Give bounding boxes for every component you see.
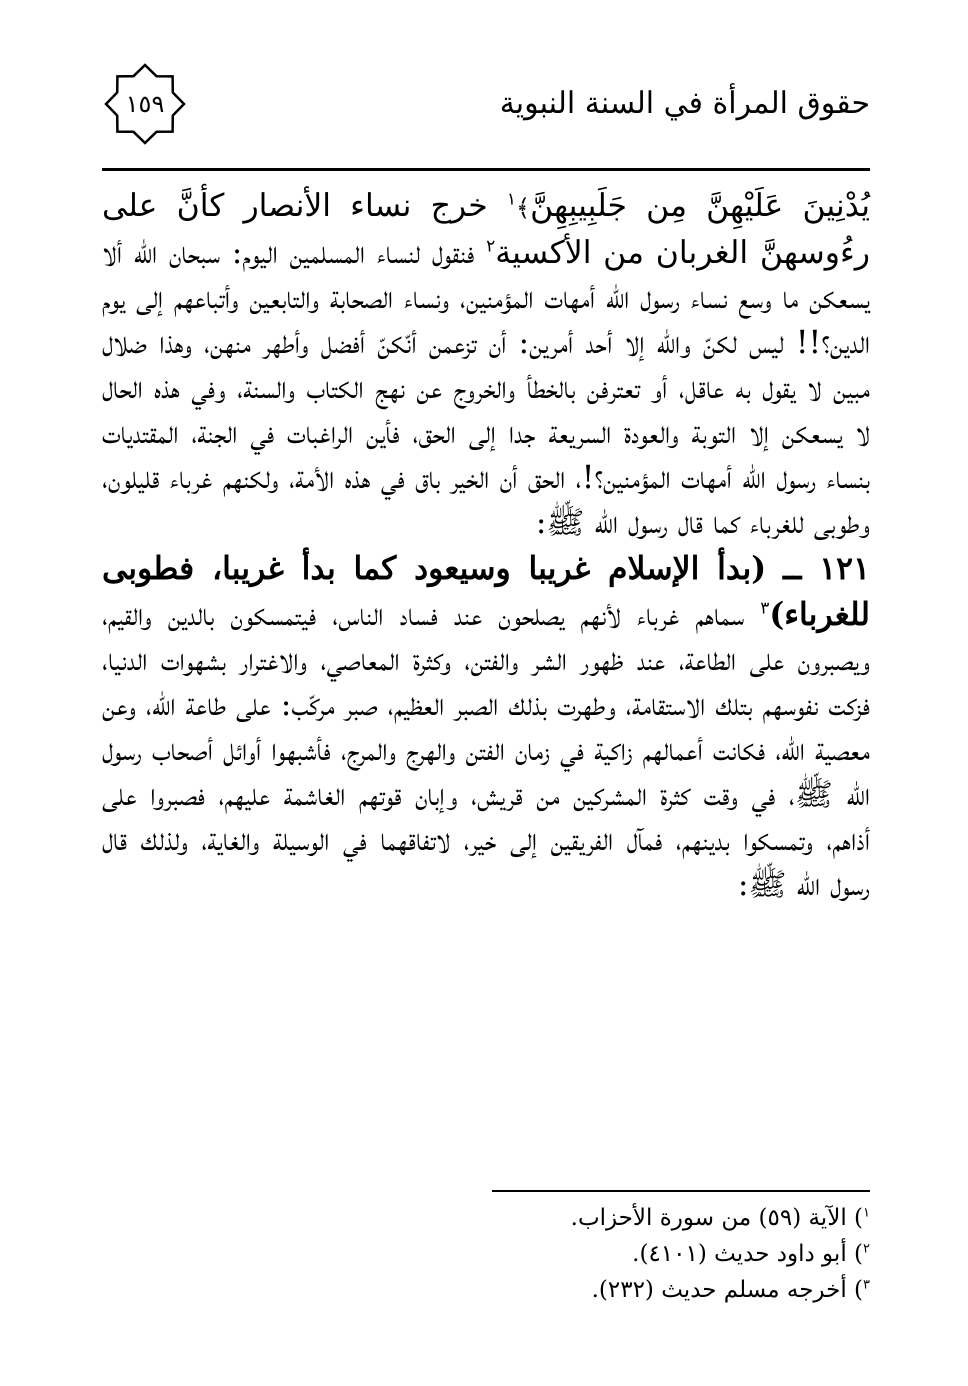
footnote-3-text: أخرجه مسلم حديث (٢٣٢). [591,1277,847,1303]
paragraph-1 [102,184,870,546]
paragraph-2-text: سماهم غرباء لأنهم يصلحون عند فساد الناس، فيتمسكون بالدين والقيم، ويصبرون على الطاعة، عند ظهور الشر والفتن، وكثرة المعاصي، والاغترار بشهوات الدنيا، فزكت نفوسهم بتلك الاستقامة، وطهرت بذلك الصبر العظيم، صبر مركّب: على طاعة الله، وعن معصية الله، فكانت أعمالهم زاكية في زمان الفتن والهرج والمرج، فأشبهوا أوائل أصحاب رسول الله ﷺ، في وقت كثرة المشركين من قريش، وإبان قوتهم الغاشمة عليهم، فصبروا على أذاهم، وتمسكوا بدينهم، فمآل الفريقين إلى خير، لاتفاقهما في الوسيلة والغاية، ولذلك قال رسول الله ﷺ: [102,597,870,903]
header-rule [102,168,870,171]
footnote-2-mark: ٢ [863,1241,870,1257]
footnote-2-text: أبو داود حديث (٤١٠١). [632,1241,847,1267]
hadith-text: (بدأ الإسلام غريبا وسيعود كما بدأ غريبا، فطوبى للغرباء) [102,550,871,633]
footnote-ref-1[interactable]: ١ [506,189,517,210]
footnote-2: $^٢$) أبو داود حديث (٤١٠١). [632,1241,870,1267]
paragraph-1-text-b: فنقول لنساء المسلمين اليوم: سبحان الله ألا يسعكن ما وسع نساء رسول الله أمهات المؤمنين، ونساء الصحابة والتابعين وأتباعهم إلى يوم الدين؟!! ليس لكنّ والله إلا أحد أمرين: أن تزعمن أنّكنّ أفضل وأطهر منهن، وهذا ضلال مبين لا يقول به عاقل، أو تعترفن بالخطأ والخروج عن نهج الكتاب والسنة، وفي هذه الحال لا يسعكن إلا التوبة والعودة السريعة جدا إلى الحق، فأين الراغبات في الجنة، المقتديات بنساء رسول الله أمهات المؤمنين؟!، الحق أن الخير باق في هذه الأمة، ولكنهم غرباء قليلون، وطوبى للغرباء كما قال رسول الله ﷺ: [102,235,870,541]
quran-close-bracket: ﴾ [516,194,531,222]
main-text [102,184,870,908]
footnotes [270,1200,870,1308]
page-number-badge [103,62,187,146]
footnote-1-text: الآية (٥٩) من سورة الأحزاب. [570,1205,847,1231]
quran-verse: يُدْنِينَ عَلَيْهِنَّ مِن جَلَبِيبِهِنَّ [530,188,870,224]
footnote-3-mark: ٣ [863,1277,870,1293]
footnote-1: $^١$) الآية (٥٩) من سورة الأحزاب. [570,1205,870,1231]
page-number: ١٥٩ [125,90,165,118]
paragraph-2 [102,546,870,908]
footnote-rule [492,1190,870,1192]
footnote-ref-3[interactable]: ٣ [760,598,770,619]
paragraph-1-text-a: خرج نساء الأنصار كأنَّ على رءُوسهنَّ الغربان من الأكسية [102,188,870,271]
footnote-3: $^٣$) أخرجه مسلم حديث (٢٣٢). [591,1277,870,1303]
hadith-number: ١٢١ ــ [782,550,870,587]
footnote-1-mark: ١ [863,1205,870,1221]
running-header-title: حقوق المرأة في السنة النبوية [499,86,870,121]
footnote-ref-2[interactable]: ٢ [486,236,496,257]
